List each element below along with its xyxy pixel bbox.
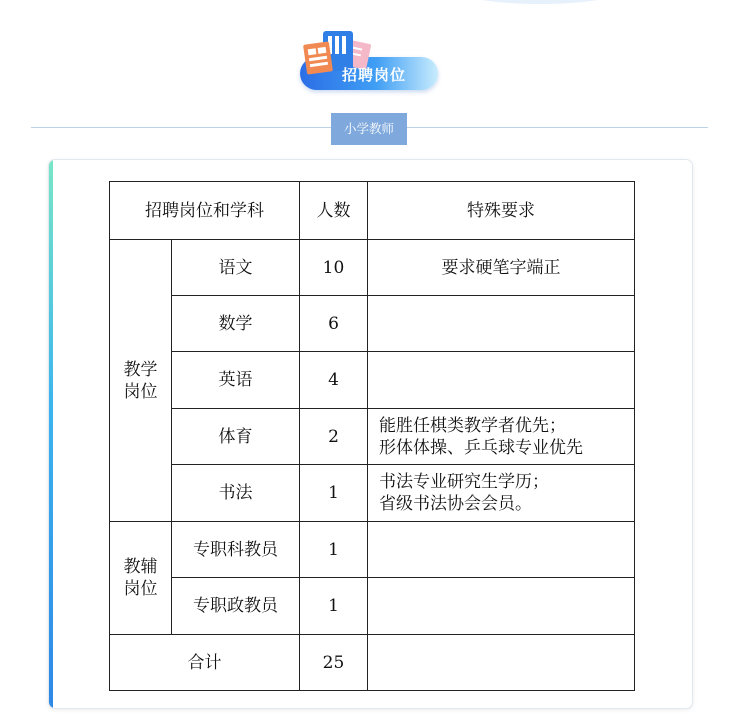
- group-label-line: 教辅: [123, 557, 158, 577]
- group-label-support: [110, 522, 172, 635]
- count-cell: 4: [300, 352, 368, 409]
- count-cell: 6: [300, 296, 368, 352]
- requirement-cell: [368, 522, 635, 578]
- requirement-line: 形体体操、乒乓球专业优先: [379, 437, 583, 458]
- requirement-cell: [368, 578, 635, 635]
- count-cell: 10: [300, 240, 368, 296]
- requirement-line: 能胜任棋类教学者优先；: [379, 415, 566, 436]
- count-cell: 1: [300, 465, 368, 522]
- total-label: 合计: [110, 635, 300, 691]
- table-header-row: [110, 182, 635, 240]
- group-label-line: 岗位: [123, 579, 158, 599]
- subject-cell: 数学: [172, 296, 300, 352]
- table-row: [110, 240, 635, 296]
- section-subtitle: 小学教师: [331, 113, 407, 145]
- table-row: [110, 578, 635, 635]
- requirement-cell: [368, 352, 635, 409]
- requirement-cell: [368, 465, 635, 522]
- subject-cell: 书法: [172, 465, 300, 522]
- subject-cell: 英语: [172, 352, 300, 409]
- header-position: 招聘岗位和学科: [110, 182, 300, 240]
- card-accent-bar: [49, 160, 53, 708]
- subject-cell: 专职政教员: [172, 578, 300, 635]
- section-badge: [299, 27, 441, 97]
- total-count: 25: [300, 635, 368, 691]
- requirement-cell: [368, 296, 635, 352]
- table-row: [110, 465, 635, 522]
- top-decorative-arc: [455, 0, 625, 4]
- subject-cell: 专职科教员: [172, 522, 300, 578]
- group-label-teaching: [110, 240, 172, 522]
- count-cell: 1: [300, 522, 368, 578]
- subject-cell: 语文: [172, 240, 300, 296]
- job-table: [109, 181, 635, 691]
- header-requirements: 特殊要求: [368, 182, 635, 240]
- group-label-line: 教学: [123, 359, 158, 380]
- requirement-cell: [368, 409, 635, 465]
- table-row: [110, 522, 635, 578]
- requirement-line: 书法专业研究生学历；: [379, 472, 549, 492]
- count-cell: 2: [300, 409, 368, 465]
- table-row: [110, 352, 635, 409]
- badge-label: 招聘岗位: [341, 66, 406, 84]
- requirement-line: 要求硬笔字端正: [441, 257, 561, 278]
- header-count: 人数: [300, 182, 368, 240]
- requirement-cell: [368, 240, 635, 296]
- count-cell: 1: [300, 578, 368, 635]
- table-total-row: [110, 635, 635, 691]
- group-label-line: 岗位: [123, 381, 158, 402]
- requirement-line: 省级书法协会会员。: [379, 494, 532, 514]
- table-row: [110, 409, 635, 465]
- subject-cell: 体育: [172, 409, 300, 465]
- table-row: [110, 296, 635, 352]
- total-requirement-cell: [368, 635, 635, 691]
